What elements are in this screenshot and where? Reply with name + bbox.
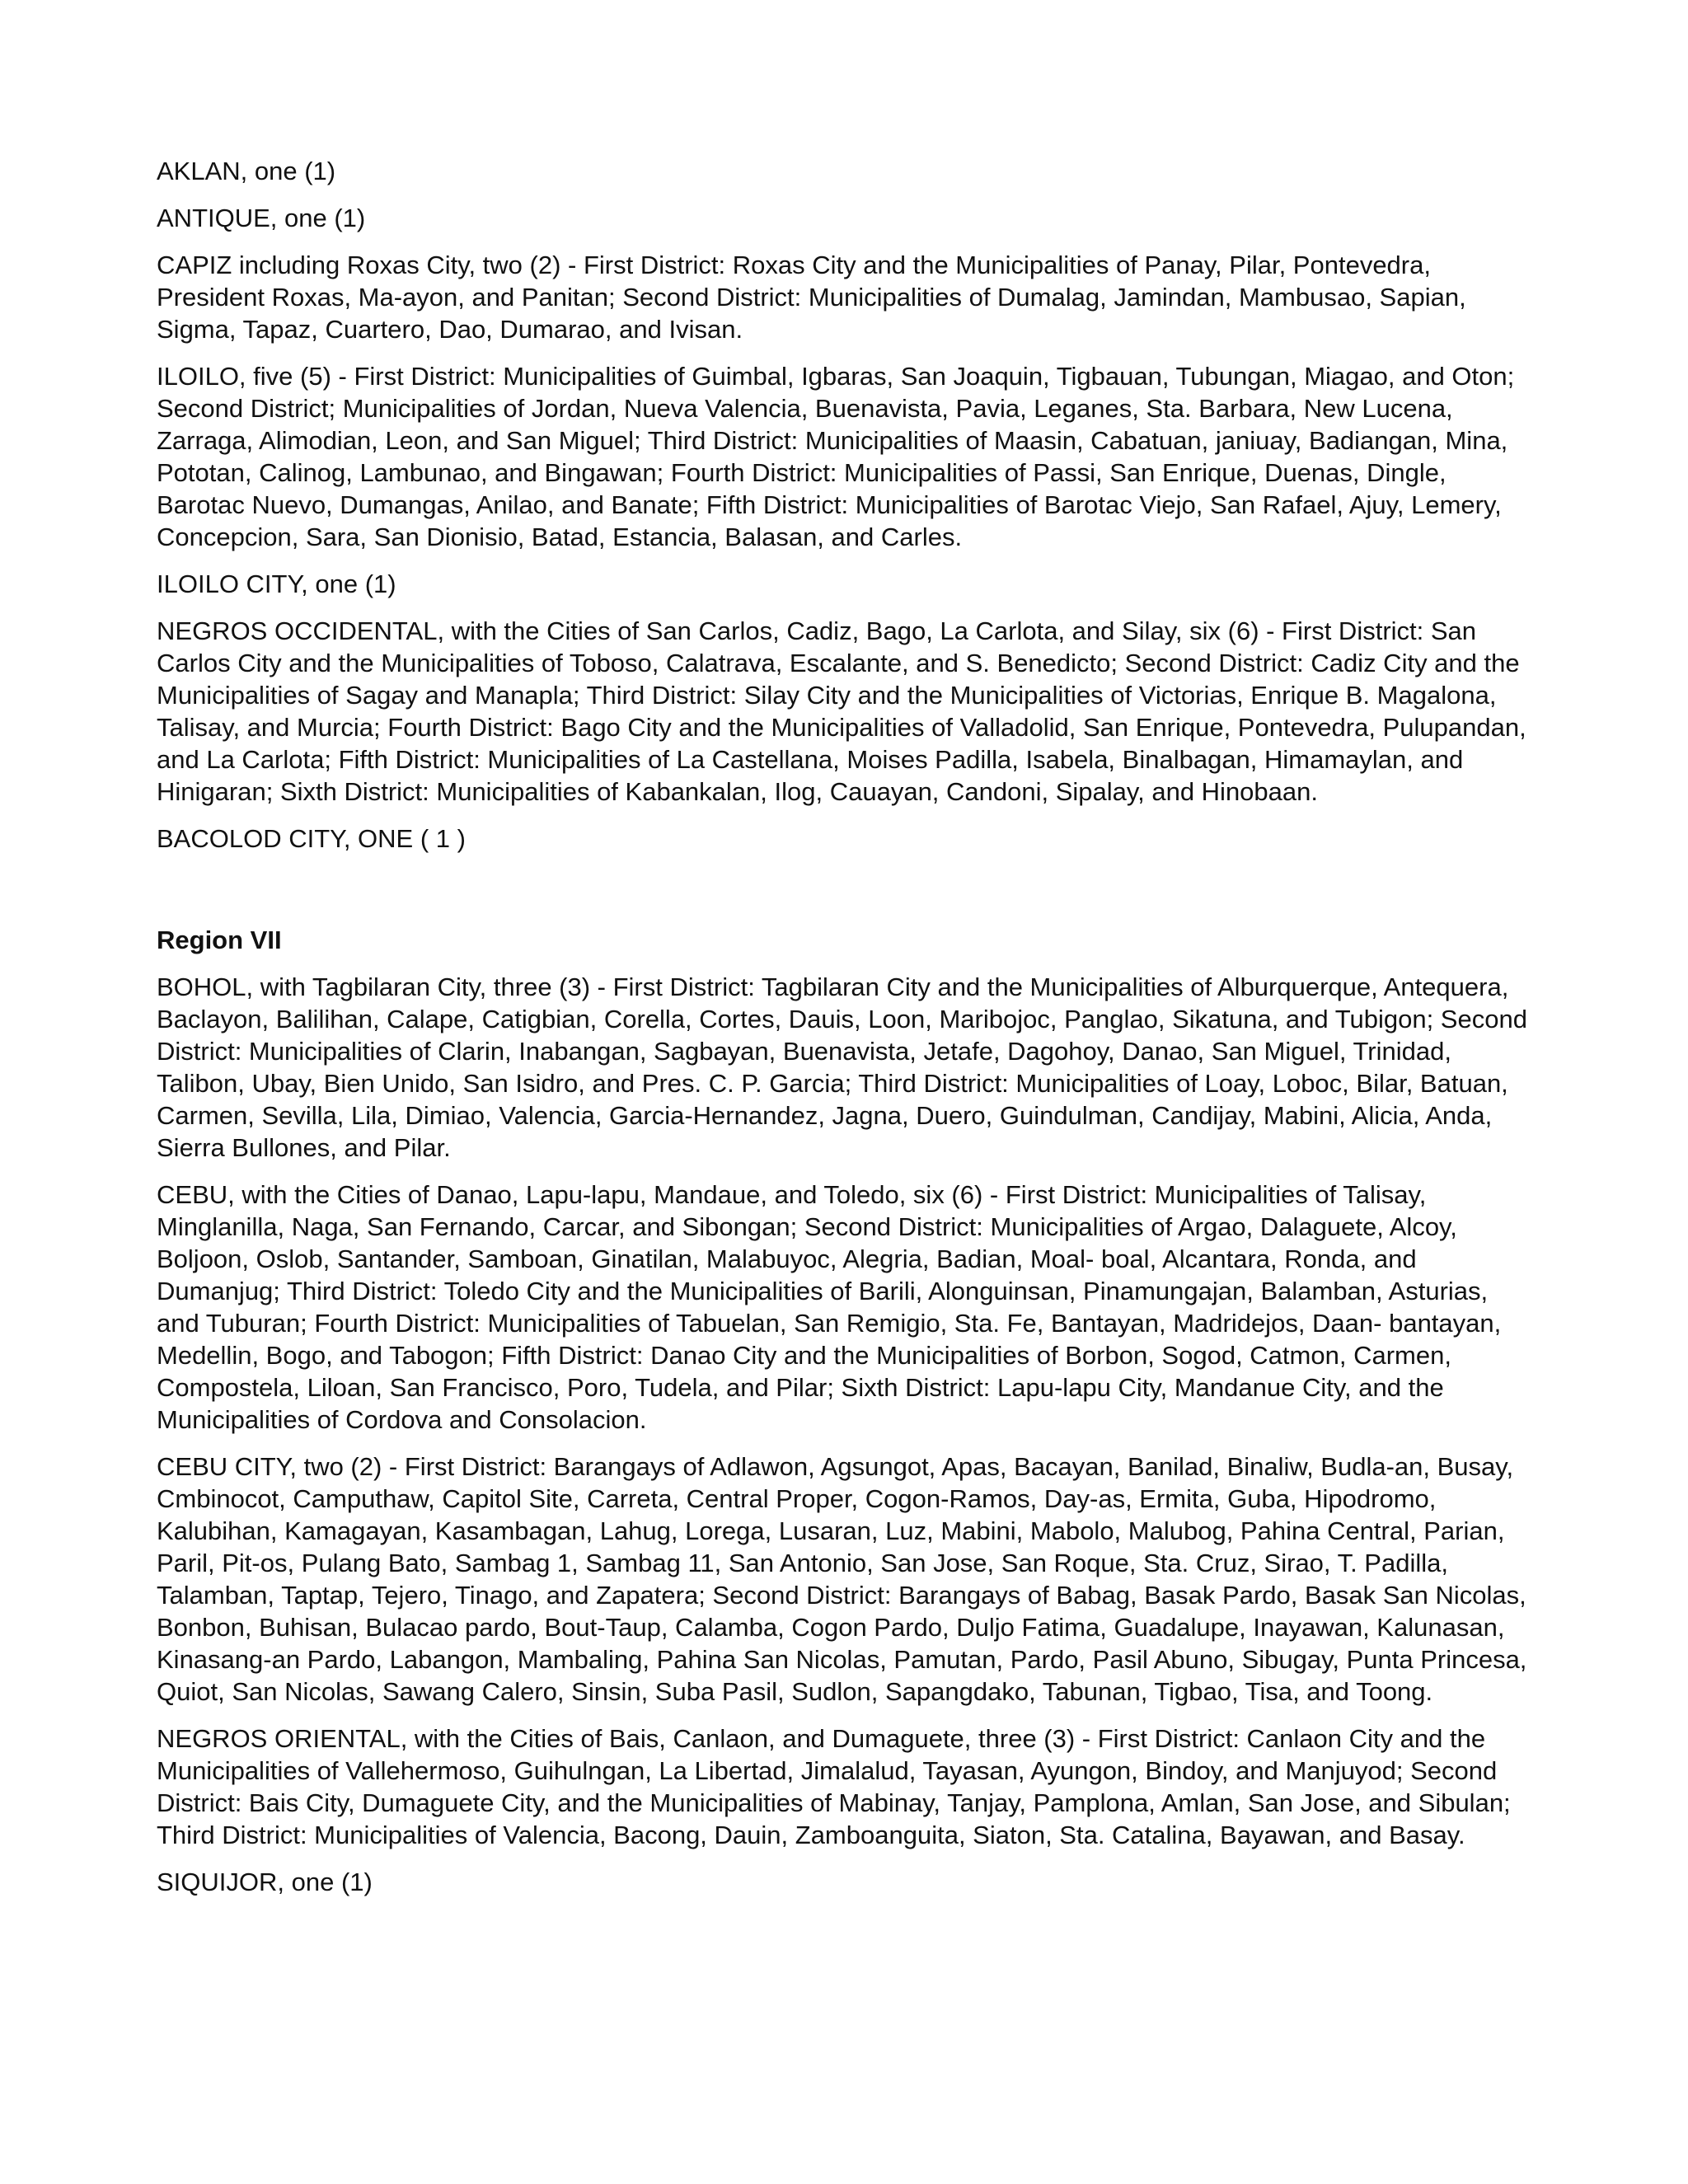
paragraph-capiz: CAPIZ including Roxas City, two (2) - First District: Roxas City and the Municipalities of Panay, Pilar, Pontevedra, President Roxas, Ma-ayon, and Panitan; Second District: Municipalities of Dumalag, Jamindan, Mambusao, Sapian, Sigma, Tapaz, Cuartero, Dao, Dumarao, and Ivisan. — [157, 251, 1466, 344]
paragraph-cebu-city: CEBU CITY, two (2) - First District: Barangays of Adlawon, Agsungot, Apas, Bacayan, Banilad, Binaliw, Budla-an, Busay, Cmbinocot, Camputhaw, Capitol Site, Carreta, Central Proper, Cogon-Ramos, Day-as, Ermita, Guba, Hipodromo, Kalubihan, Kamagayan, Kasambagan, Lahug, Lorega, Lusaran, Luz, Mabini, Mabolo, Malubog, Pahina Central, Parian, Paril, Pit-os, Pulang Bato, Sambag 1, Sambag 11, San Antonio, San Jose, San Roque, Sta. Cruz, Sirao, T. Padilla, Talamban, Taptap, Tejero, Tinago, and Zapatera; Second District: Barangays of Babag, Basak Pardo, Basak San Nicolas, Bonbon, Buhisan, Bulacao pardo, Bout-Taup, Calamba, Cogon Pardo, Duljo Fatima, Guadalupe, Inayawan, Kalunasan, Kinasang-an Pardo, Labangon, Mambaling, Pahina San Nicolas, Pamutan, Pardo, Pasil Abuno, Sibugay, Punta Princesa, Quiot, San Nicolas, Sawang Calero, Sinsin, Suba Pasil, Sudlon, Sapangdako, Tabunan, Tigbao, Tisa, and Toong. — [157, 1452, 1527, 1706]
paragraph-bacolod-city: BACOLOD CITY, ONE ( 1 ) — [157, 824, 466, 853]
section-heading-region-vii: Region VII — [157, 926, 282, 954]
paragraph-cebu: CEBU, with the Cities of Danao, Lapu-lapu, Mandaue, and Toledo, six (6) - First District: Municipalities of Talisay, Minglanilla, Naga, San Fernando, Carcar, and Sibongan; Second District: Municipalities of Argao, Dalaguete, Alcoy, Boljoon, Oslob, Santander, Samboan, Ginatilan, Malabuyoc, Alegria, Badian, Moal- boal, Alcantara, Ronda, and Dumanjug; Third District: Toledo City and the Municipalities of Barili, Alonguinsan, Pinamungajan, Balamban, Asturias, and Tuburan; Fourth District: Municipalities of Tabuelan, San Remigio, Sta. Fe, Bantayan, Madridejos, Daan- bantayan, Medellin, Bogo, and Tabogon; Fifth District: Danao City and the Municipalities of Borbon, Sogod, Catmon, Carmen, Compostela, Liloan, San Francisco, Poro, Tudela, and Pilar; Sixth District: Lapu-lapu City, Mandanue City, and the Municipalities of Cordova and Consolacion. — [157, 1180, 1502, 1434]
paragraph-iloilo-city: ILOILO CITY, one (1) — [157, 569, 396, 598]
paragraph-siquijor: SIQUIJOR, one (1) — [157, 1868, 373, 1896]
paragraph-bohol: BOHOL, with Tagbilaran City, three (3) - First District: Tagbilaran City and the Municipalities of Alburquerque, Antequera, Baclayon, Balilihan, Calape, Catigbian, Corella, Cortes, Dauis, Loon, Maribojoc, Panglao, Sikatuna, and Tubigon; Second District: Municipalities of Clarin, Inabangan, Sagbayan, Buenavista, Jetafe, Dagohoy, Danao, San Miguel, Trinidad, Talibon, Ubay, Bien Unido, San Isidro, and Pres. C. P. Garcia; Third District: Municipalities of Loay, Loboc, Bilar, Batuan, Carmen, Sevilla, Lila, Dimiao, Valencia, Garcia-Hernandez, Jagna, Duero, Guindulman, Candijay, Mabini, Alicia, Anda, Sierra Bullones, and Pilar. — [157, 972, 1527, 1162]
paragraph-aklan: AKLAN, one (1) — [157, 157, 336, 185]
paragraph-iloilo: ILOILO, five (5) - First District: Municipalities of Guimbal, Igbaras, San Joaquin, Tigbauan, Tubungan, Miagao, and Oton; Second District; Municipalities of Jordan, Nueva Valencia, Buenavista, Pavia, Leganes, Sta. Barbara, New Lucena, Zarraga, Alimodian, Leon, and San Miguel; Third District: Municipalities of Maasin, Cabatuan, janiuay, Badiangan, Mina, Pototan, Calinog, Lambunao, and Bingawan; Fourth District: Municipalities of Passi, San Enrique, Duenas, Dingle, Barotac Nuevo, Dumangas, Anilao, and Banate; Fifth District: Municipalities of Barotac Viejo, San Rafael, Ajuy, Lemery, Concepcion, Sara, San Dionisio, Batad, Estancia, Balasan, and Carles. — [157, 362, 1515, 551]
paragraph-negros-occidental: NEGROS OCCIDENTAL, with the Cities of San Carlos, Cadiz, Bago, La Carlota, and Silay, six (6) - First District: San Carlos City and the Municipalities of Toboso, Calatrava, Escalante, and S. Benedicto; Second District: Cadiz City and the Municipalities of Sagay and Manapla; Third District: Silay City and the Municipalities of Victorias, Enrique B. Magalona, Talisay, and Murcia; Fourth District: Bago City and the Municipalities of Valladolid, San Enrique, Pontevedra, Pulupandan, and La Carlota; Fifth District: Municipalities of La Castellana, Moises Padilla, Isabela, Binalbagan, Himamaylan, and Hinigaran; Sixth District: Municipalities of Kabankalan, Ilog, Cauayan, Candoni, Sipalay, and Hinobaan. — [157, 616, 1526, 806]
paragraph-antique: ANTIQUE, one (1) — [157, 204, 366, 232]
paragraph-negros-oriental: NEGROS ORIENTAL, with the Cities of Bais, Canlaon, and Dumaguete, three (3) - First District: Canlaon City and the Municipalities of Vallehermoso, Guihulngan, La Libertad, Jimalalud, Tayasan, Ayungon, Bindoy, and Manjuyod; Second District: Bais City, Dumaguete City, and the Municipalities of Mabinay, Tanjay, Pamplona, Amlan, San Jose, and Sibulan; Third District: Municipalities of Valencia, Bacong, Dauin, Zamboanguita, Siaton, Sta. Catalina, Bayawan, and Basay. — [157, 1724, 1511, 1849]
document-page — [157, 155, 1537, 1913]
